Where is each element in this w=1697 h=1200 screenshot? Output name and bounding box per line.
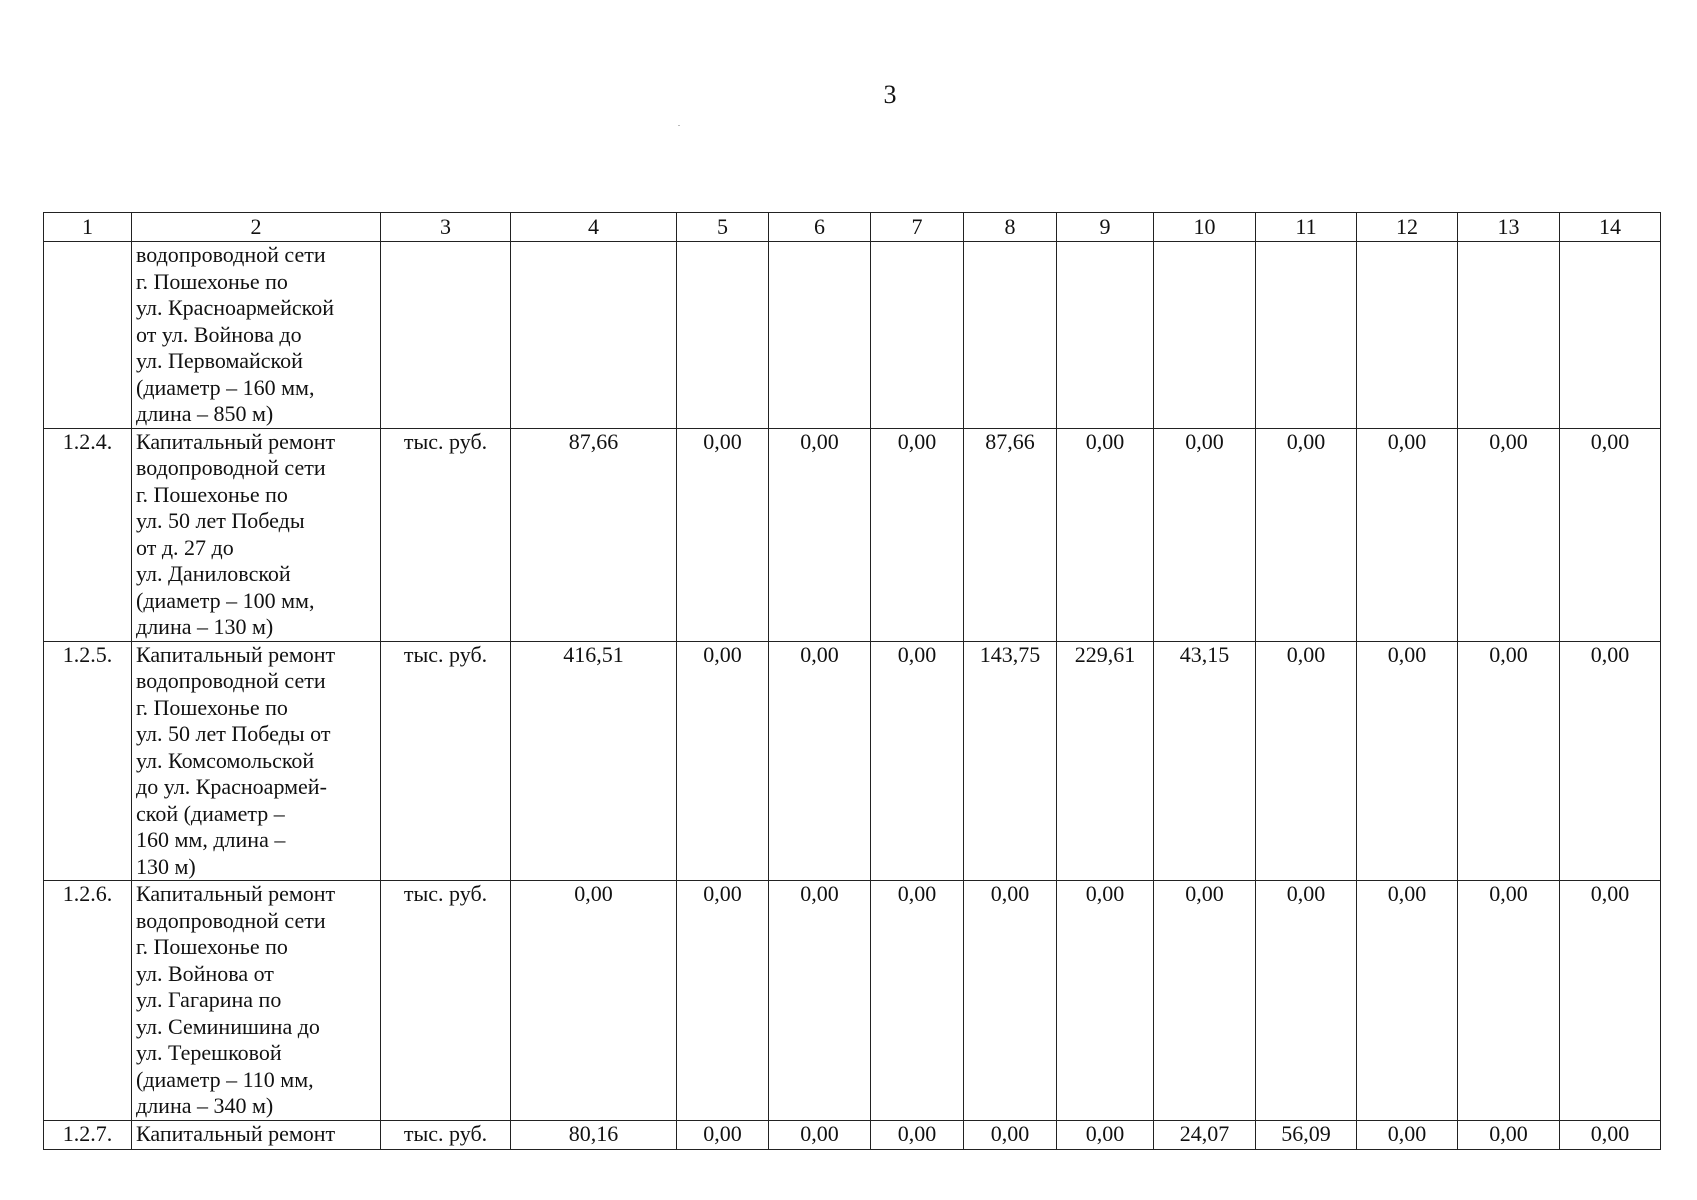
row-value-cell: 0,00 [1357,1120,1458,1149]
row-value-cell: 0,00 [1560,428,1661,641]
row-name-line: длина – 850 м) [136,401,274,426]
row-unit-cell [381,242,511,429]
row-value-cell: 0,00 [677,641,769,881]
row-value-cell [871,242,964,429]
row-value-cell: 24,07 [1154,1120,1256,1149]
row-value-cell: 43,15 [1154,641,1256,881]
row-value-cell: 0,00 [1256,881,1357,1121]
row-code-cell: 1.2.5. [44,641,132,881]
row-unit-cell: тыс. руб. [381,641,511,881]
table-row [44,242,1661,429]
row-name-cell [132,1120,381,1149]
row-name-line: (диаметр – 100 мм, [136,587,315,613]
table-row [44,1120,1661,1149]
row-value-cell [1256,242,1357,429]
row-value-cell: 0,00 [1357,641,1458,881]
row-value-cell: 0,00 [1458,641,1560,881]
row-name-line: ул. Даниловской [136,561,291,586]
row-unit-cell: тыс. руб. [381,428,511,641]
row-value-cell [964,242,1057,429]
row-value-cell: 416,51 [511,641,677,881]
row-code-cell: 1.2.6. [44,881,132,1121]
row-name-line: ул. Комсомольской [136,747,315,773]
column-header: 1 [44,213,132,242]
row-name-line: от ул. Войнова до [136,321,302,347]
row-value-cell: 0,00 [1154,881,1256,1121]
column-header: 5 [677,213,769,242]
row-name-line: ул. 50 лет Победы от [136,721,331,746]
row-name-line: ул. Красноармейской [136,295,334,320]
row-name-line: Капитальный ремонт [136,641,336,667]
scan-artifact [678,125,680,126]
row-name-line: Капитальный ремонт [136,428,336,454]
row-name-line: г. Пошехонье по [136,268,288,294]
table-row [44,641,1661,881]
column-number-header-row [44,213,1661,242]
column-header: 14 [1560,213,1661,242]
row-value-cell: 0,00 [871,881,964,1121]
row-name-line: г. Пошехонье по [136,934,288,959]
row-value-cell: 0,00 [871,428,964,641]
row-value-cell: 0,00 [677,428,769,641]
column-header: 6 [769,213,871,242]
row-value-cell [769,242,871,429]
row-name-line: 160 мм, длина – [136,827,286,852]
row-value-cell: 0,00 [1560,1120,1661,1149]
budget-table [43,212,1661,1150]
row-name-line: водопроводной сети [136,242,326,267]
row-value-cell: 0,00 [769,881,871,1121]
page-number: 3 [883,80,897,109]
row-name-line: г. Пошехонье по [136,481,288,507]
row-name-line: водопроводной сети [136,455,326,480]
row-name-cell [132,428,381,641]
column-header: 11 [1256,213,1357,242]
row-name-line: от д. 27 до [136,534,234,560]
row-name-line: ул. Войнова от [136,960,274,986]
row-value-cell: 80,16 [511,1120,677,1149]
row-value-cell: 0,00 [1057,428,1154,641]
row-code-cell: 1.2.7. [44,1120,132,1149]
row-value-cell: 0,00 [1256,428,1357,641]
table-row [44,881,1661,1121]
column-header: 10 [1154,213,1256,242]
column-header: 13 [1458,213,1560,242]
row-unit-cell: тыс. руб. [381,881,511,1121]
row-value-cell [1458,242,1560,429]
row-code-cell: 1.2.4. [44,428,132,641]
row-value-cell: 0,00 [1256,641,1357,881]
column-header: 7 [871,213,964,242]
row-value-cell: 0,00 [1057,881,1154,1121]
column-header: 9 [1057,213,1154,242]
row-value-cell: 229,61 [1057,641,1154,881]
row-value-cell: 0,00 [677,881,769,1121]
row-value-cell: 0,00 [1154,428,1256,641]
row-name-line: Капитальный ремонт [136,1120,336,1146]
row-value-cell: 87,66 [964,428,1057,641]
row-value-cell: 0,00 [964,1120,1057,1149]
row-value-cell: 0,00 [1458,428,1560,641]
row-name-line: (диаметр – 160 мм, [136,374,315,400]
row-name-cell [132,242,381,429]
row-name-line: ул. Первомайской [136,348,303,373]
row-name-line: Капитальный ремонт [136,881,336,906]
row-value-cell: 0,00 [1458,1120,1560,1149]
row-name-cell [132,641,381,881]
row-value-cell: 0,00 [1560,641,1661,881]
row-code-cell [44,242,132,429]
row-name-line: ул. 50 лет Победы [136,508,305,533]
row-value-cell: 0,00 [1057,1120,1154,1149]
row-value-cell [1057,242,1154,429]
row-value-cell [1357,242,1458,429]
row-name-line: ской (диаметр – [136,800,285,826]
row-value-cell: 0,00 [964,881,1057,1121]
column-header: 12 [1357,213,1458,242]
row-value-cell: 0,00 [871,641,964,881]
row-value-cell: 143,75 [964,641,1057,881]
row-value-cell [511,242,677,429]
row-name-line: (диаметр – 110 мм, [136,1066,314,1092]
row-name-line: ул. Гагарина по [136,987,282,1012]
row-value-cell [677,242,769,429]
row-value-cell: 0,00 [1458,881,1560,1121]
row-value-cell: 0,00 [769,641,871,881]
row-value-cell: 87,66 [511,428,677,641]
table-body [44,242,1661,1150]
column-header: 8 [964,213,1057,242]
row-name-line: 130 м) [136,853,196,879]
row-value-cell: 0,00 [1357,881,1458,1121]
row-name-line: ул. Терешковой [136,1040,282,1065]
row-name-line: ул. Семинишина до [136,1013,320,1039]
row-unit-cell: тыс. руб. [381,1120,511,1149]
row-name-line: водопроводной сети [136,668,326,693]
row-value-cell: 0,00 [769,1120,871,1149]
row-name-cell [132,881,381,1121]
row-value-cell: 0,00 [1357,428,1458,641]
row-value-cell: 0,00 [1560,881,1661,1121]
row-value-cell: 56,09 [1256,1120,1357,1149]
row-value-cell [1154,242,1256,429]
row-value-cell [1560,242,1661,429]
column-header: 3 [381,213,511,242]
column-header: 4 [511,213,677,242]
row-value-cell: 0,00 [769,428,871,641]
table-row [44,428,1661,641]
row-value-cell: 0,00 [677,1120,769,1149]
column-header: 2 [132,213,381,242]
row-name-line: г. Пошехонье по [136,694,288,720]
row-name-line: до ул. Красноармей- [136,774,327,799]
row-name-line: длина – 130 м) [136,614,274,639]
row-value-cell: 0,00 [511,881,677,1121]
row-name-line: водопроводной сети [136,907,326,933]
row-value-cell: 0,00 [871,1120,964,1149]
row-name-line: длина – 340 м) [136,1093,274,1118]
